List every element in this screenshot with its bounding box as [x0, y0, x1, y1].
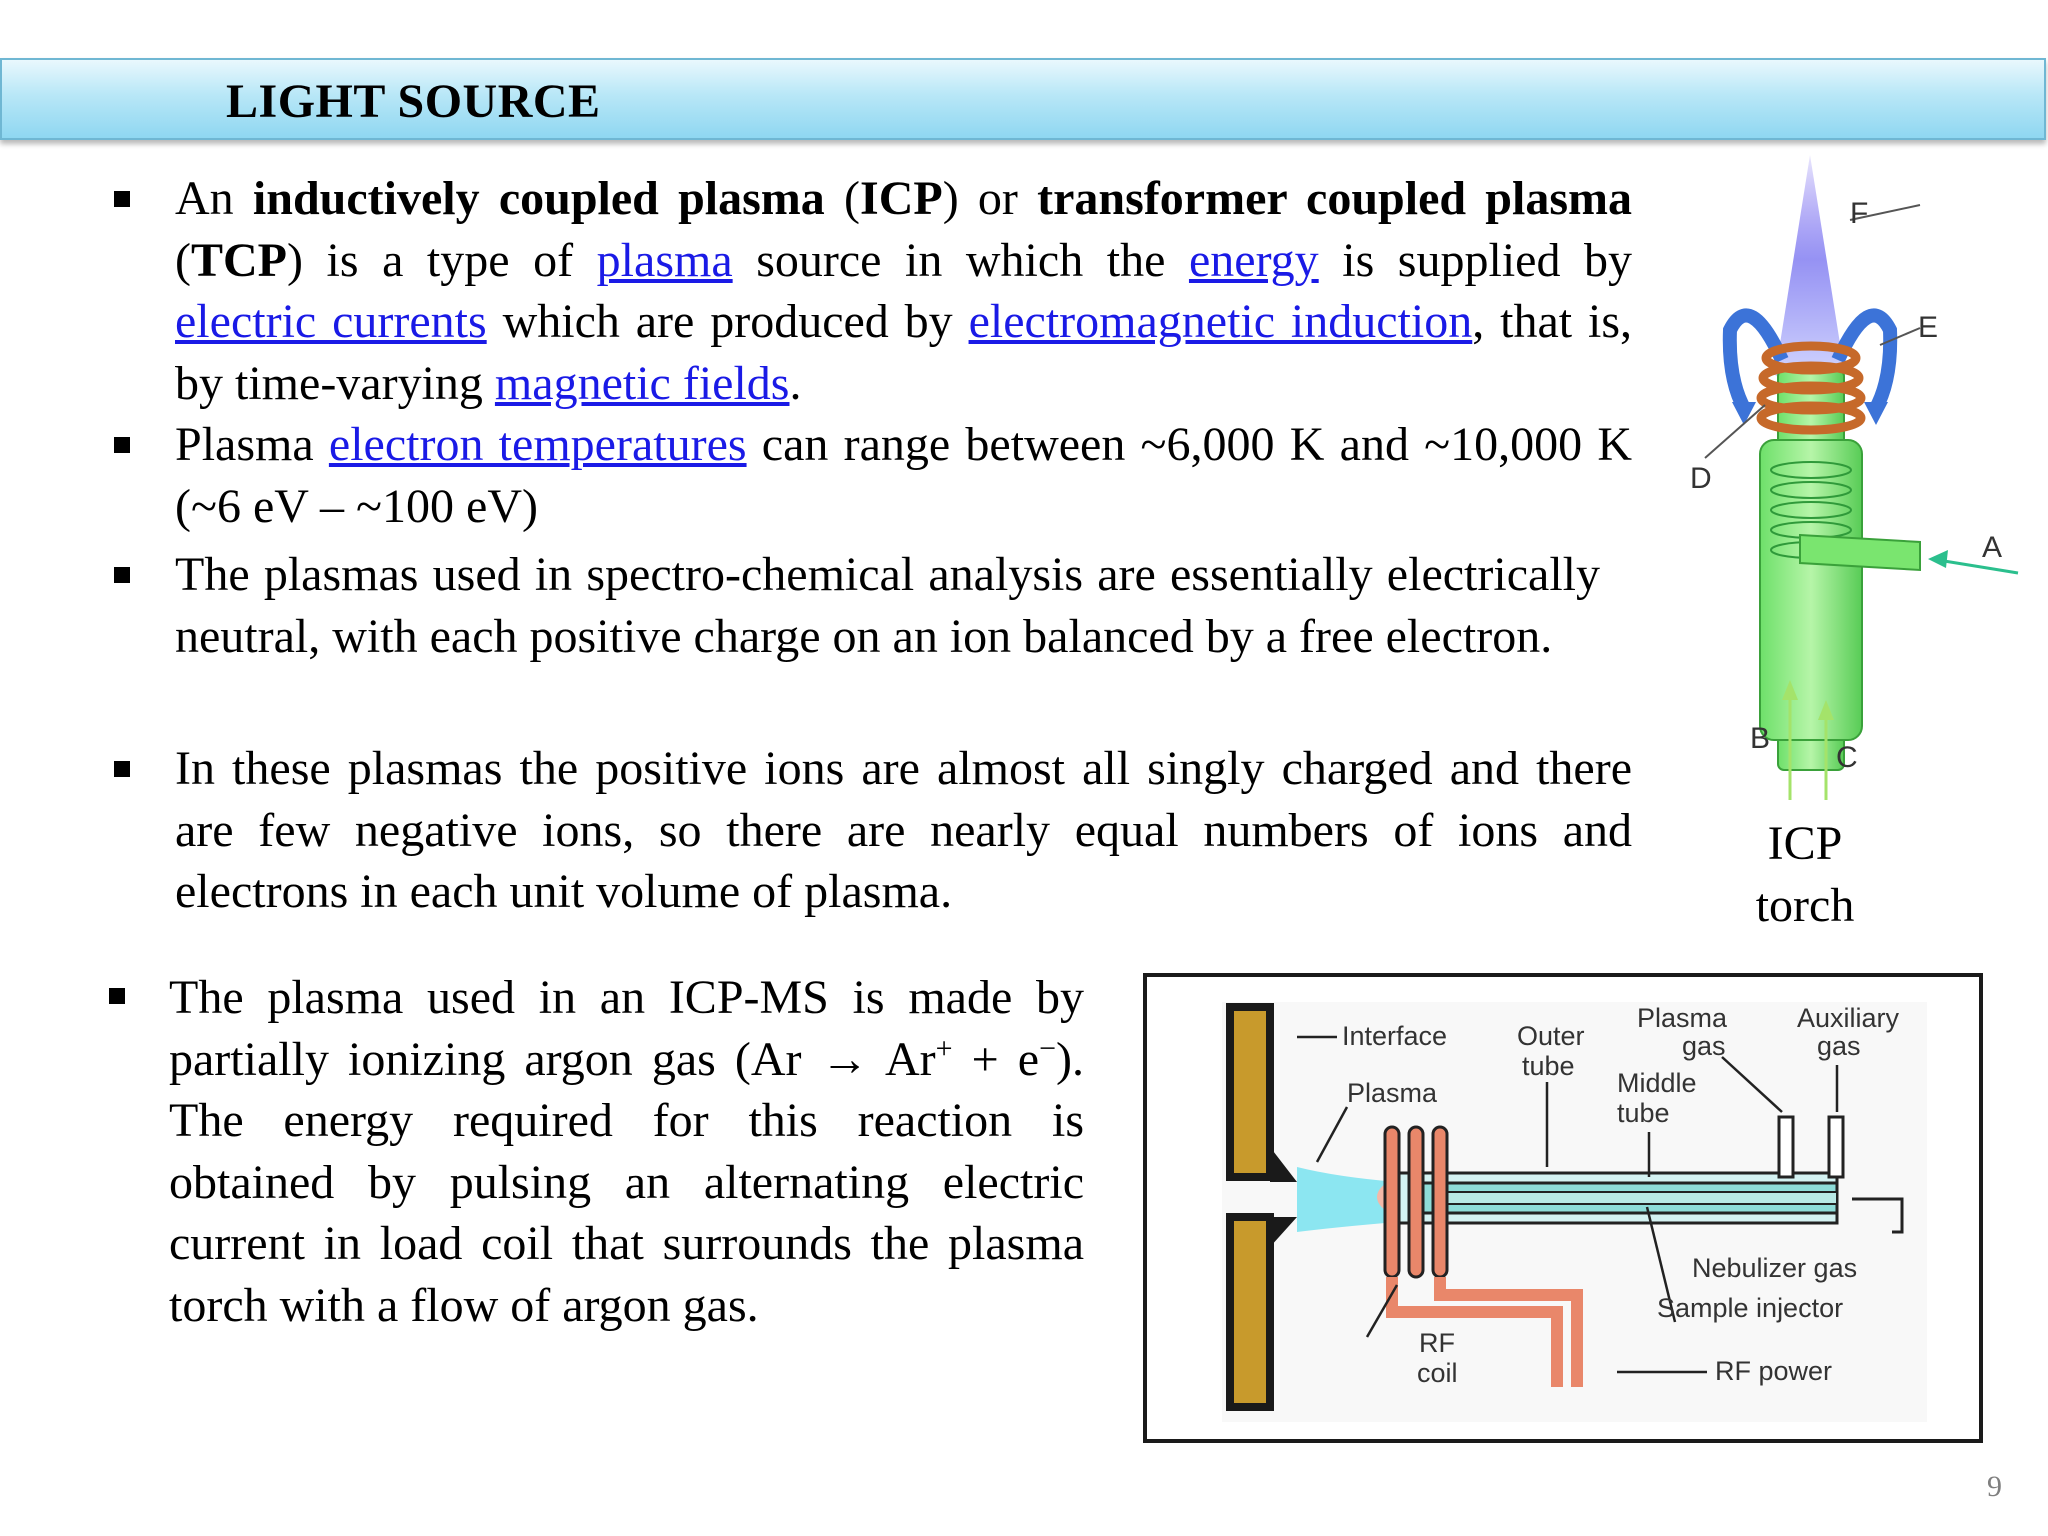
label-middle-tube-1: Middle: [1617, 1068, 1697, 1098]
text: ) or: [942, 172, 1038, 225]
label-nebulizer-gas: Nebulizer gas: [1692, 1253, 1858, 1283]
label-plasma-gas-2: gas: [1682, 1031, 1726, 1061]
label-f: F: [1850, 197, 1869, 230]
swirl-arrow-left: [1732, 402, 1756, 425]
superscript: −: [1039, 1031, 1057, 1065]
bullet-singly-charged: In these plasmas the positive ions are almost all singly charged and there are few negative ions, so there are nearly equal numbers of ions and electrons in each unit volume of plasma.: [175, 742, 1632, 918]
sample-injector-shape: [1447, 1192, 1837, 1204]
text: (: [824, 172, 861, 225]
bullet-icp-definition: [175, 168, 1632, 414]
title-bar: [0, 58, 2046, 140]
text: (: [175, 233, 191, 287]
bullet-icp-ms: [169, 967, 1084, 1336]
label-e: E: [1918, 311, 1939, 344]
pointer-d: [1705, 405, 1765, 458]
arrow-a-head: [1928, 550, 1948, 568]
bullet-marker: [114, 567, 130, 583]
bullet-neutral-plasma: The plasmas used in spectro-chemical analysis are essentially electrically neutral, with each positive charge on an ion balanced by a free electron.: [175, 548, 1600, 663]
text: ) is a type of: [286, 233, 597, 287]
link-magnetic-fields[interactable]: magnetic fields: [494, 356, 790, 410]
text: is supplied by: [1318, 233, 1633, 287]
rf-coil-shape: [1385, 1127, 1447, 1277]
label-sample-injector: Sample injector: [1657, 1293, 1844, 1323]
plasma-gas-inlet: [1779, 1117, 1793, 1177]
label-rf-power: RF power: [1715, 1356, 1833, 1386]
bullet-marker: [114, 191, 130, 207]
icp-torch-illustration: [1690, 140, 2030, 820]
link-electron-temperatures[interactable]: electron temperatures: [328, 418, 747, 471]
label-plasma-gas-1: Plasma: [1637, 1003, 1728, 1033]
abbr-icp: ICP: [860, 172, 943, 225]
text: .: [789, 356, 802, 410]
text: + e: [952, 1032, 1040, 1086]
text: Plasma: [175, 418, 329, 471]
superscript: +: [935, 1031, 953, 1065]
bullet-marker: [114, 761, 130, 777]
side-inlet: [1800, 535, 1920, 570]
label-rf-coil-1: RF: [1419, 1328, 1455, 1358]
bullet-marker: [114, 437, 130, 453]
caption-line: ICP: [1767, 817, 1843, 870]
bullet-electron-temperature: [175, 414, 1632, 537]
label-a: A: [1982, 531, 2003, 564]
link-electromagnetic-induction[interactable]: electromagnetic induction: [968, 295, 1473, 348]
icpms-torch-diagram: [1147, 977, 1979, 1439]
caption-line: torch: [1755, 879, 1855, 932]
label-b: B: [1750, 722, 1771, 755]
label-interface: Interface: [1342, 1021, 1448, 1051]
abbr-tcp: TCP: [190, 233, 287, 287]
arrow-a: [1938, 560, 2018, 573]
label-d: D: [1690, 462, 1712, 495]
page-number: 9: [1987, 1470, 2002, 1503]
label-rf-coil-2: coil: [1417, 1358, 1458, 1388]
label-plasma: Plasma: [1347, 1078, 1438, 1108]
text: can range between ~6,000 K and ~10,000 K (~6 eV – ~100 eV): [175, 418, 1633, 533]
auxiliary-gas-inlet: [1829, 1117, 1843, 1177]
icpms-diagram-frame: [1143, 973, 1983, 1443]
label-auxiliary-gas-2: gas: [1817, 1031, 1861, 1061]
term-icp: inductively coupled plasma: [252, 172, 825, 225]
link-electric-currents[interactable]: electric currents: [175, 295, 487, 348]
text: , that is, by time-varying: [175, 295, 1632, 410]
label-auxiliary-gas-1: Auxiliary: [1797, 1003, 1900, 1033]
link-energy[interactable]: energy: [1188, 233, 1319, 287]
text: ). The energy required for this reaction is obtained by pulsing an alternating electric current in load coil that surrounds the plasma torch with a flow of argon gas.: [169, 1032, 1084, 1332]
torch-caption: [1730, 813, 1880, 937]
text: An: [175, 172, 253, 225]
swirl-arrow-right: [1864, 402, 1888, 425]
text: which are produced by: [486, 295, 969, 348]
label-middle-tube-2: tube: [1617, 1098, 1670, 1128]
bullet-marker: [109, 988, 125, 1004]
link-plasma[interactable]: plasma: [596, 233, 733, 287]
slide-title: LIGHT SOURCE: [226, 75, 601, 128]
label-c: C: [1836, 741, 1858, 774]
text: source in which the: [732, 233, 1189, 287]
term-tcp: transformer coupled plasma: [1037, 172, 1632, 225]
text: The plasma used in an ICP-MS is made by partially ionizing argon gas (Ar → Ar: [169, 971, 1084, 1086]
torch-outer-tube: [1760, 440, 1862, 740]
label-outer-tube-2: tube: [1522, 1051, 1575, 1081]
label-outer-tube-1: Outer: [1517, 1021, 1585, 1051]
